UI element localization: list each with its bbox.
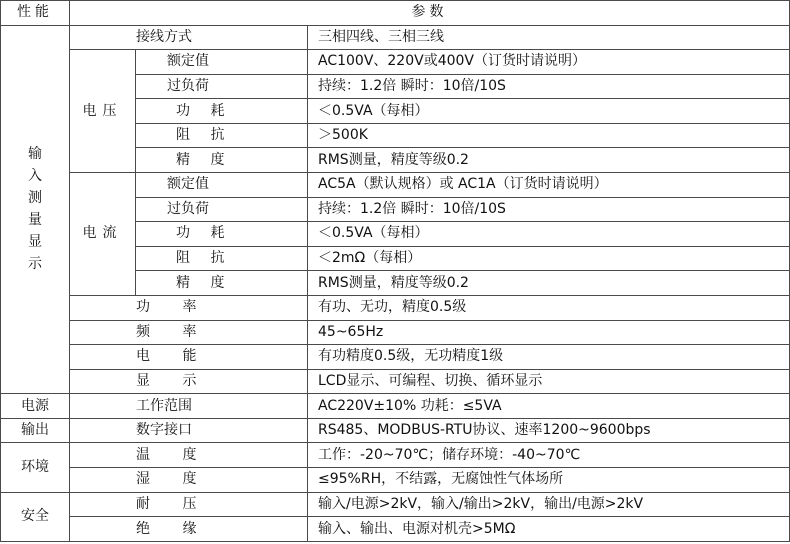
table-row [1,50,790,75]
value-working-range: AC220V±10% 功耗：≤5VA [308,394,790,419]
group-char: 示 [28,256,42,273]
value-power: 有功、无功，精度0.5级 [308,295,790,320]
label-insulation: 绝 缘 [70,517,308,542]
value-current-accuracy: RMS测量，精度等级0.2 [308,271,790,296]
value-temperature: 工作：-20~70℃；储存环境：-40~70℃ [308,443,790,468]
group-output: 输出 [1,418,70,443]
group-power-supply: 电源 [1,394,70,419]
value-humidity: ≤95%RH，不结露，无腐蚀性气体场所 [308,467,790,492]
label-display: 显 示 [70,369,308,394]
value-wiring: 三相四线、三相三线 [308,25,790,50]
label-humidity: 湿 度 [70,467,308,492]
table-row [1,492,790,517]
value-insulation: 输入、输出、电源对机壳>5MΩ [308,517,790,542]
label-current-impedance: 阻 抗 [136,246,308,271]
label-power: 功 率 [70,295,308,320]
header-performance: 性能 [1,1,70,26]
label-voltage-rated: 额定值 [136,50,308,75]
label-digital-interface: 数字接口 [70,418,308,443]
table-row [1,443,790,468]
value-frequency: 45~65Hz [308,320,790,345]
label-withstand-voltage: 耐 压 [70,492,308,517]
table-row [1,394,790,419]
value-voltage-rated: AC100V、220V或400V（订货时请说明） [308,50,790,75]
header-row [1,1,790,26]
value-energy: 有功精度0.5级，无功精度1级 [308,345,790,370]
value-current-power: ＜0.5VA（每相） [308,222,790,247]
value-current-rated: AC5A（默认规格）或 AC1A（订货时请说明） [308,173,790,198]
label-energy: 电 能 [70,345,308,370]
table-row [1,467,790,492]
header-parameters: 参数 [70,1,790,26]
value-current-impedance: ＜2mΩ（每相） [308,246,790,271]
label-current-rated: 额定值 [136,173,308,198]
table-row [1,25,790,50]
group-char: 入 [28,168,42,185]
table-row [1,369,790,394]
label-current-overload: 过负荷 [136,197,308,222]
label-frequency: 频 率 [70,320,308,345]
group-char: 量 [28,212,42,229]
value-digital-interface: RS485、MODBUS-RTU协议、速率1200~9600bps [308,418,790,443]
table-row [1,295,790,320]
group-char: 测 [28,190,42,207]
value-withstand-voltage: 输入/电源>2kV，输入/输出>2kV，输出/电源>2kV [308,492,790,517]
label-voltage-impedance: 阻 抗 [136,123,308,148]
group-input-measurement-display [1,25,70,394]
value-voltage-overload: 持续：1.2倍 瞬时：10倍/10S [308,74,790,99]
label-working-range: 工作范围 [70,394,308,419]
subgroup-voltage: 电压 [70,50,136,173]
group-char: 输 [28,146,42,163]
table-row [1,320,790,345]
subgroup-current: 电流 [70,173,136,296]
group-safety: 安全 [1,492,70,541]
table-row [1,418,790,443]
group-environment: 环境 [1,443,70,492]
group-char: 显 [28,234,42,251]
label-wiring: 接线方式 [70,25,308,50]
label-voltage-power: 功 耗 [136,99,308,124]
value-voltage-impedance: ＞500K [308,123,790,148]
value-voltage-power: ＜0.5VA（每相） [308,99,790,124]
label-current-accuracy: 精 度 [136,271,308,296]
value-display: LCD显示、可编程、切换、循环显示 [308,369,790,394]
value-voltage-accuracy: RMS测量，精度等级0.2 [308,148,790,173]
table-row [1,345,790,370]
label-voltage-overload: 过负荷 [136,74,308,99]
table-row [1,173,790,198]
label-voltage-accuracy: 精 度 [136,148,308,173]
label-current-power: 功 耗 [136,222,308,247]
value-current-overload: 持续：1.2倍 瞬时：10倍/10S [308,197,790,222]
table-row [1,517,790,542]
label-temperature: 温 度 [70,443,308,468]
